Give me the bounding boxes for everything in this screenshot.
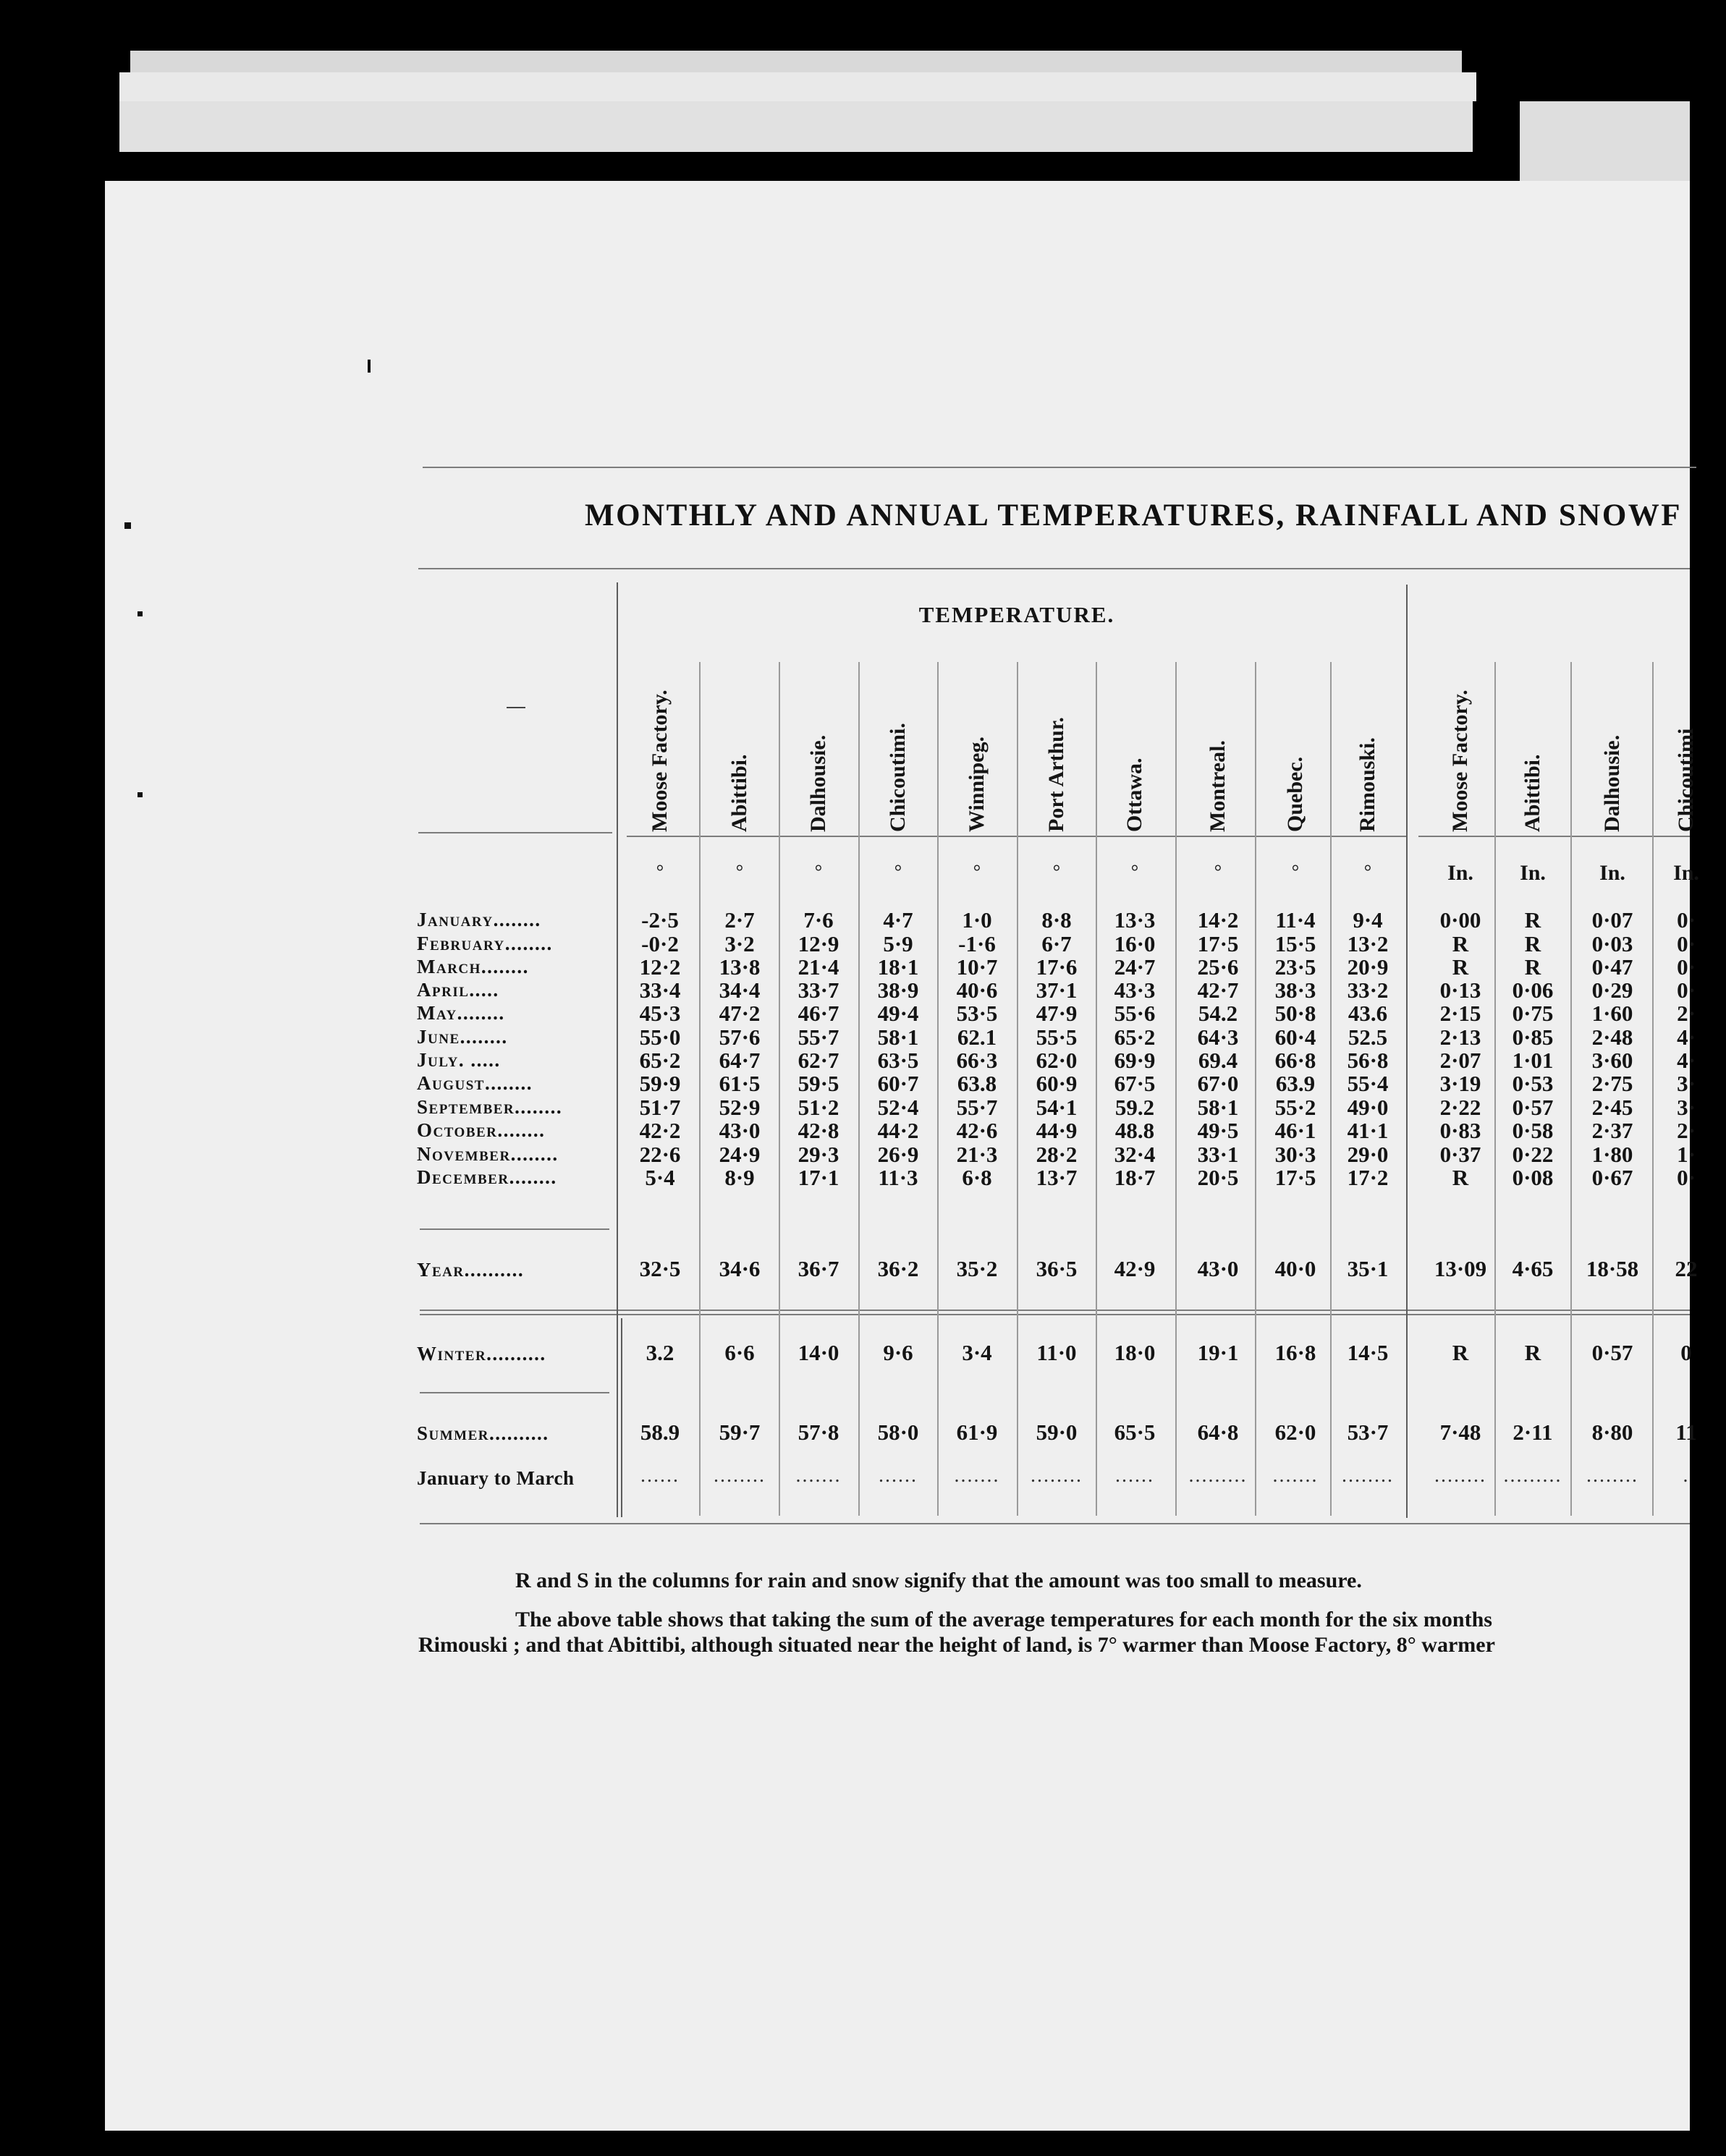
column-header: Abittibi. [727, 754, 751, 832]
table-cell: 42·7 [1197, 977, 1239, 1003]
table-cell: 0·00 [1439, 907, 1481, 933]
table-cell: 37·1 [1036, 977, 1078, 1003]
table-cell: 7·6 [803, 907, 834, 933]
table-cell: 67·0 [1197, 1071, 1239, 1096]
page-edge [130, 51, 1462, 74]
table-rule [420, 1392, 609, 1393]
table-cell: 13·09 [1434, 1256, 1487, 1281]
table-cell: 36·7 [798, 1256, 839, 1281]
paragraph-line-2: Rimouski ; and that Abittibi, although situated near the height of land, is 7° warmer than Moose Factory, 8° warmer [418, 1633, 1495, 1657]
empty-cell: ........ [714, 1464, 766, 1487]
table-cell: 1·0 [962, 907, 992, 933]
table-cell: 32·4 [1114, 1142, 1156, 1167]
table-cell: 43.6 [1348, 1001, 1388, 1026]
table-cell: R [1452, 954, 1469, 980]
empty-cell: ....... [795, 1464, 842, 1487]
table-cell: R [1524, 1340, 1541, 1365]
table-cell: 3·19 [1439, 1071, 1481, 1096]
table-cell: 4· [1677, 1024, 1696, 1050]
table-cell: 18·58 [1586, 1256, 1639, 1281]
table-cell: 4· [1677, 1048, 1696, 1073]
table-cell: 65·5 [1114, 1419, 1156, 1445]
table-cell: 28·2 [1036, 1142, 1078, 1167]
column-header: Abittibi. [1520, 754, 1544, 832]
row-label: October........ [417, 1119, 546, 1141]
row-label: September........ [417, 1096, 563, 1118]
table-cell: 25·6 [1197, 954, 1239, 980]
table-rule [1418, 836, 1690, 837]
table-cell: R [1524, 954, 1541, 980]
row-label: November........ [417, 1143, 559, 1165]
unit-label: ° [973, 861, 981, 882]
table-cell: 41·1 [1347, 1118, 1389, 1143]
table-cell: 59.2 [1114, 1095, 1155, 1120]
table-cell: 8·8 [1041, 907, 1072, 933]
table-cell: 17·2 [1347, 1165, 1389, 1190]
table-cell: 0 [1680, 1340, 1692, 1365]
table-cell: R [1524, 907, 1541, 933]
table-cell: 62·0 [1274, 1419, 1316, 1445]
temperature-header: TEMPERATURE. [918, 602, 1115, 627]
table-cell: 60·7 [877, 1071, 919, 1096]
ink-speck [138, 792, 143, 797]
table-cell: 2· [1677, 1118, 1696, 1143]
table-cell: 19·1 [1197, 1340, 1239, 1365]
table-cell: 48.8 [1114, 1118, 1155, 1143]
table-cell: 69·9 [1114, 1048, 1156, 1073]
table-cell: 57·8 [798, 1419, 839, 1445]
table-cell: 38·3 [1274, 977, 1316, 1003]
column-header: Port Arthur. [1044, 717, 1068, 832]
table-title: MONTHLY AND ANNUAL TEMPERATURES, RAINFALL AND SNOWF [585, 498, 1683, 532]
table-cell: 0· [1677, 1165, 1696, 1190]
table-cell: 0·13 [1439, 977, 1481, 1003]
table-cell: 35·1 [1347, 1256, 1389, 1281]
table-cell: 33·2 [1347, 977, 1389, 1003]
table-cell: 54.2 [1198, 1001, 1238, 1026]
table-cell: 42·2 [639, 1118, 681, 1143]
table-cell: 3.2 [646, 1340, 674, 1365]
table-cell: -0·2 [641, 931, 679, 956]
table-cell: R [1452, 1165, 1469, 1190]
table-cell: 4·65 [1512, 1256, 1554, 1281]
table-cell: 11·4 [1275, 907, 1316, 933]
table-cell: 55·4 [1347, 1071, 1389, 1096]
table-cell: 0· [1677, 954, 1696, 980]
row-label: June........ [417, 1026, 508, 1048]
table-cell: 16·0 [1114, 931, 1156, 956]
table-cell: 6·8 [962, 1165, 992, 1190]
table-cell: 2·45 [1591, 1095, 1633, 1120]
table-cell: 13·8 [719, 954, 761, 980]
table-cell: 32·5 [639, 1256, 681, 1281]
row-label: March........ [417, 956, 529, 977]
page-edge [119, 72, 1476, 101]
column-header: Chicoutimi [1674, 728, 1698, 832]
table-cell: 52·9 [719, 1095, 761, 1120]
table-cell: 2·07 [1439, 1048, 1481, 1073]
unit-label: In. [1673, 861, 1699, 885]
footnote: R and S in the columns for rain and snow signify that the amount was too small to measure. [515, 1569, 1362, 1592]
table-cell: 40·6 [956, 977, 998, 1003]
table-cell: 66·3 [956, 1048, 998, 1073]
table-cell: 42·6 [956, 1118, 998, 1143]
table-cell: 64·7 [719, 1048, 761, 1073]
empty-cell: ....... [954, 1464, 1000, 1487]
table-cell: 60·9 [1036, 1071, 1078, 1096]
table-cell: 64·8 [1197, 1419, 1239, 1445]
column-header: Ottawa. [1122, 757, 1146, 832]
column-header: Moose Factory. [1448, 689, 1472, 832]
table-cell: 33·7 [798, 977, 839, 1003]
table-cell: 59·7 [719, 1419, 761, 1445]
table-cell: 11·3 [878, 1165, 918, 1190]
table-cell: 0·06 [1512, 977, 1554, 1003]
table-rule [418, 568, 1690, 569]
unit-label: ° [1291, 861, 1300, 882]
table-cell: 13·7 [1036, 1165, 1078, 1190]
table-cell: 11 [1675, 1419, 1697, 1445]
table-cell: 57·6 [719, 1024, 761, 1050]
table-cell: 14·2 [1197, 907, 1239, 933]
table-cell: 0·29 [1591, 977, 1633, 1003]
table-cell: 54·1 [1036, 1095, 1078, 1120]
table-cell: R [1452, 931, 1469, 956]
table-cell: 51·2 [798, 1095, 839, 1120]
unit-label: ° [1052, 861, 1061, 882]
row-label: Summer.......... [417, 1422, 549, 1444]
table-cell: 65·2 [639, 1048, 681, 1073]
table-cell: 47·2 [719, 1001, 761, 1026]
table-cell: 33·1 [1197, 1142, 1239, 1167]
table-cell: 36·5 [1036, 1256, 1078, 1281]
table-cell: 8·80 [1591, 1419, 1633, 1445]
table-cell: 12·2 [639, 954, 681, 980]
table-cell: 49·5 [1197, 1118, 1239, 1143]
column-header: Quebec. [1283, 756, 1307, 832]
table-cell: 17·6 [1036, 954, 1078, 980]
table-cell: 6·7 [1041, 931, 1072, 956]
table-rule [423, 467, 1696, 468]
table-cell: 3·2 [724, 931, 755, 956]
table-cell: 0·75 [1512, 1001, 1554, 1026]
table-cell: 3· [1677, 1095, 1696, 1120]
table-cell: 64·3 [1197, 1024, 1239, 1050]
empty-cell: ...... [879, 1464, 918, 1487]
ink-speck [124, 522, 131, 529]
table-cell: 0·85 [1512, 1024, 1554, 1050]
table-cell: 55·6 [1114, 1001, 1156, 1026]
row-label: Year.......... [417, 1259, 525, 1281]
table-cell: 20·5 [1197, 1165, 1239, 1190]
table-cell: 61·9 [956, 1419, 998, 1445]
table-cell: 9·6 [883, 1340, 913, 1365]
empty-cell: . [1683, 1464, 1690, 1487]
table-cell: 42·9 [1114, 1256, 1156, 1281]
table-cell: 14·0 [798, 1340, 839, 1365]
table-cell: 21·3 [956, 1142, 998, 1167]
column-header: Dalhousie. [1600, 734, 1624, 832]
table-cell: 17·5 [1197, 931, 1239, 956]
table-cell: 11·0 [1036, 1340, 1077, 1365]
table-cell: 26·9 [877, 1142, 919, 1167]
table-cell: 1·01 [1512, 1048, 1554, 1073]
table-cell: 44·2 [877, 1118, 919, 1143]
unit-label: In. [1447, 861, 1473, 885]
unit-label: In. [1520, 861, 1546, 885]
table-rule [420, 1523, 1690, 1524]
ink-speck [138, 611, 143, 616]
table-cell: 0· [1677, 931, 1696, 956]
table-cell: 0·53 [1512, 1071, 1554, 1096]
table-cell: 60·4 [1274, 1024, 1316, 1050]
table-cell: 55·7 [798, 1024, 839, 1050]
table-cell: 10·7 [956, 954, 998, 980]
table-cell: 56·8 [1347, 1048, 1389, 1073]
table-cell: R [1452, 1340, 1469, 1365]
table-cell: 8·9 [724, 1165, 755, 1190]
table-cell: 58·1 [877, 1024, 919, 1050]
table-cell: 13·3 [1114, 907, 1156, 933]
table-cell: 49·4 [877, 1001, 919, 1026]
table-cell: 5·4 [645, 1165, 675, 1190]
row-label: Winter.......... [417, 1343, 546, 1365]
table-cell: 47·9 [1036, 1001, 1078, 1026]
table-cell: 29·0 [1347, 1142, 1389, 1167]
unit-label: ° [814, 861, 823, 882]
empty-cell: ......... [1188, 1464, 1248, 1487]
table-cell: 0·58 [1512, 1118, 1554, 1143]
table-cell: 0·22 [1512, 1142, 1554, 1167]
table-rule [420, 1228, 609, 1230]
table-cell: 55·0 [639, 1024, 681, 1050]
column-header: Chicoutimi. [886, 723, 910, 832]
table-cell: 36·2 [877, 1256, 919, 1281]
row-label: July. ..... [417, 1049, 501, 1071]
table-cell: 18·7 [1114, 1165, 1156, 1190]
table-cell: 29·3 [798, 1142, 839, 1167]
row-label: January to March [417, 1467, 575, 1489]
table-cell: 16·8 [1274, 1340, 1316, 1365]
table-rule [420, 1314, 1690, 1315]
table-cell: 2·48 [1591, 1024, 1633, 1050]
column-header: Moose Factory. [648, 689, 672, 832]
table-cell: 2·11 [1513, 1419, 1553, 1445]
table-cell: 5·9 [883, 931, 913, 956]
table-cell: 0·47 [1591, 954, 1633, 980]
table-cell: 0·67 [1591, 1165, 1633, 1190]
column-header: Rimouski. [1355, 737, 1379, 832]
table-cell: 20·9 [1347, 954, 1389, 980]
table-cell: 1·60 [1591, 1001, 1633, 1026]
table-cell: 53·5 [956, 1001, 998, 1026]
row-label: February........ [417, 933, 553, 954]
table-cell: 59·5 [798, 1071, 839, 1096]
table-cell: 42·8 [798, 1118, 839, 1143]
table-cell: 40·0 [1274, 1256, 1316, 1281]
table-cell: R [1524, 931, 1541, 956]
table-cell: 43·0 [719, 1118, 761, 1143]
table-cell: 22·6 [639, 1142, 681, 1167]
table-cell: 59·0 [1036, 1419, 1078, 1445]
table-cell: 21·4 [798, 954, 839, 980]
table-cell: 55·5 [1036, 1024, 1078, 1050]
table-cell: 46·1 [1274, 1118, 1316, 1143]
unit-label: ° [1130, 861, 1139, 882]
table-cell: 3· [1677, 1071, 1696, 1096]
table-cell: 43·0 [1197, 1256, 1239, 1281]
table-cell: 61·5 [719, 1071, 761, 1096]
column-header: Winnipeg. [965, 737, 989, 832]
table-cell: 3·60 [1591, 1048, 1633, 1073]
table-cell: 1· [1677, 1142, 1696, 1167]
table-cell: 67·5 [1114, 1071, 1156, 1096]
table-cell: 52.5 [1348, 1024, 1388, 1050]
table-cell: 58·0 [877, 1419, 919, 1445]
page-edge [119, 101, 1473, 152]
table-cell: -2·5 [641, 907, 679, 933]
table-cell: 69.4 [1198, 1048, 1238, 1073]
column-header: Montreal. [1206, 740, 1230, 832]
table-cell: 9·4 [1353, 907, 1383, 933]
table-cell: 65·2 [1114, 1024, 1156, 1050]
table-cell: 34·6 [719, 1256, 761, 1281]
table-cell: 17·5 [1274, 1165, 1316, 1190]
empty-cell: ......... [1503, 1464, 1562, 1487]
table-cell: 18·1 [877, 954, 919, 980]
paragraph-line-1: The above table shows that taking the sum of the average temperatures for each month for the six months [515, 1608, 1492, 1631]
ink-speck [368, 360, 371, 373]
table-cell: 3·4 [962, 1340, 992, 1365]
page-edge [1520, 101, 1690, 181]
row-label: August........ [417, 1072, 533, 1094]
table-cell: 38·9 [877, 977, 919, 1003]
table-cell: 22 [1675, 1256, 1698, 1281]
unit-label: ° [1363, 861, 1372, 882]
unit-label: In. [1599, 861, 1625, 885]
table-cell: 13·2 [1347, 931, 1389, 956]
table-cell: 7·48 [1439, 1419, 1481, 1445]
table-cell: 44·9 [1036, 1118, 1078, 1143]
table-cell: 17·1 [798, 1165, 839, 1190]
table-cell: 2· [1677, 1001, 1696, 1026]
table-cell: 49·0 [1347, 1095, 1389, 1120]
table-cell: 0·03 [1591, 931, 1633, 956]
table-cell: 45·3 [639, 1001, 681, 1026]
empty-cell: ....... [1272, 1464, 1319, 1487]
table-cell: 46·7 [798, 1001, 839, 1026]
empty-cell: ...... [640, 1464, 680, 1487]
table-cell: 2·37 [1591, 1118, 1633, 1143]
row-label: January........ [417, 909, 541, 930]
table-cell: 1·80 [1591, 1142, 1633, 1167]
table-cell: 2·7 [724, 907, 755, 933]
table-rule [418, 832, 612, 833]
table-cell: 62·7 [798, 1048, 839, 1073]
table-cell: 23·5 [1274, 954, 1316, 980]
table-cell: 63.9 [1275, 1071, 1316, 1096]
table-cell: 12·9 [798, 931, 839, 956]
table-cell: 58·1 [1197, 1095, 1239, 1120]
table-cell: 0· [1677, 977, 1696, 1003]
table-cell: 0· [1677, 907, 1696, 933]
table-cell: 33·4 [639, 977, 681, 1003]
table-cell: 2·75 [1591, 1071, 1633, 1096]
table-cell: -1·6 [958, 931, 996, 956]
table-cell: 30·3 [1274, 1142, 1316, 1167]
table-cell: 66·8 [1274, 1048, 1316, 1073]
column-header: Dalhousie. [806, 734, 830, 832]
table-cell: 2·13 [1439, 1024, 1481, 1050]
table-cell: 55·2 [1274, 1095, 1316, 1120]
table-cell: 24·7 [1114, 954, 1156, 980]
table-cell: 15·5 [1274, 931, 1316, 956]
table-cell: 0·08 [1512, 1165, 1554, 1190]
table-cell: 24·9 [719, 1142, 761, 1167]
table-cell: 35·2 [956, 1256, 998, 1281]
table-cell: 34·4 [719, 977, 761, 1003]
empty-cell: ........ [1342, 1464, 1394, 1487]
table-cell: 0·57 [1591, 1340, 1633, 1365]
table-divider [617, 582, 618, 1517]
table-cell: 63.8 [957, 1071, 997, 1096]
table-cell: 2·22 [1439, 1095, 1481, 1120]
column-divider [1175, 662, 1177, 1516]
table-cell: 6·6 [724, 1340, 755, 1365]
row-label: April..... [417, 979, 499, 1001]
table-cell: 0·07 [1591, 907, 1633, 933]
table-cell: 0·37 [1439, 1142, 1481, 1167]
table-cell: 0·57 [1512, 1095, 1554, 1120]
empty-cell: ...... [1115, 1464, 1154, 1487]
table-cell: 52·4 [877, 1095, 919, 1120]
table-cell: 62.1 [957, 1024, 997, 1050]
row-label: December........ [417, 1166, 557, 1188]
table-cell: 62·0 [1036, 1048, 1078, 1073]
unit-label: ° [735, 861, 744, 882]
table-cell: 50·8 [1274, 1001, 1316, 1026]
table-cell: 4·7 [883, 907, 913, 933]
table-cell: 59·9 [639, 1071, 681, 1096]
row-label: May........ [417, 1002, 505, 1024]
table-cell: 18·0 [1114, 1340, 1156, 1365]
table-cell: 58.9 [640, 1419, 680, 1445]
table-cell: 63·5 [877, 1048, 919, 1073]
table-rule [420, 1310, 1690, 1311]
table-cell: 53·7 [1347, 1419, 1389, 1445]
table-cell: 14·5 [1347, 1340, 1389, 1365]
empty-cell: ........ [1586, 1464, 1638, 1487]
table-cell: 55·7 [956, 1095, 998, 1120]
empty-cell: ........ [1434, 1464, 1486, 1487]
table-cell: 2·15 [1439, 1001, 1481, 1026]
stub-header [507, 707, 525, 708]
unit-label: ° [1214, 861, 1222, 882]
table-cell: 43·3 [1114, 977, 1156, 1003]
table-cell: 51·7 [639, 1095, 681, 1120]
table-cell: 0·83 [1439, 1118, 1481, 1143]
unit-label: ° [894, 861, 902, 882]
empty-cell: ........ [1031, 1464, 1083, 1487]
unit-label: ° [656, 861, 664, 882]
